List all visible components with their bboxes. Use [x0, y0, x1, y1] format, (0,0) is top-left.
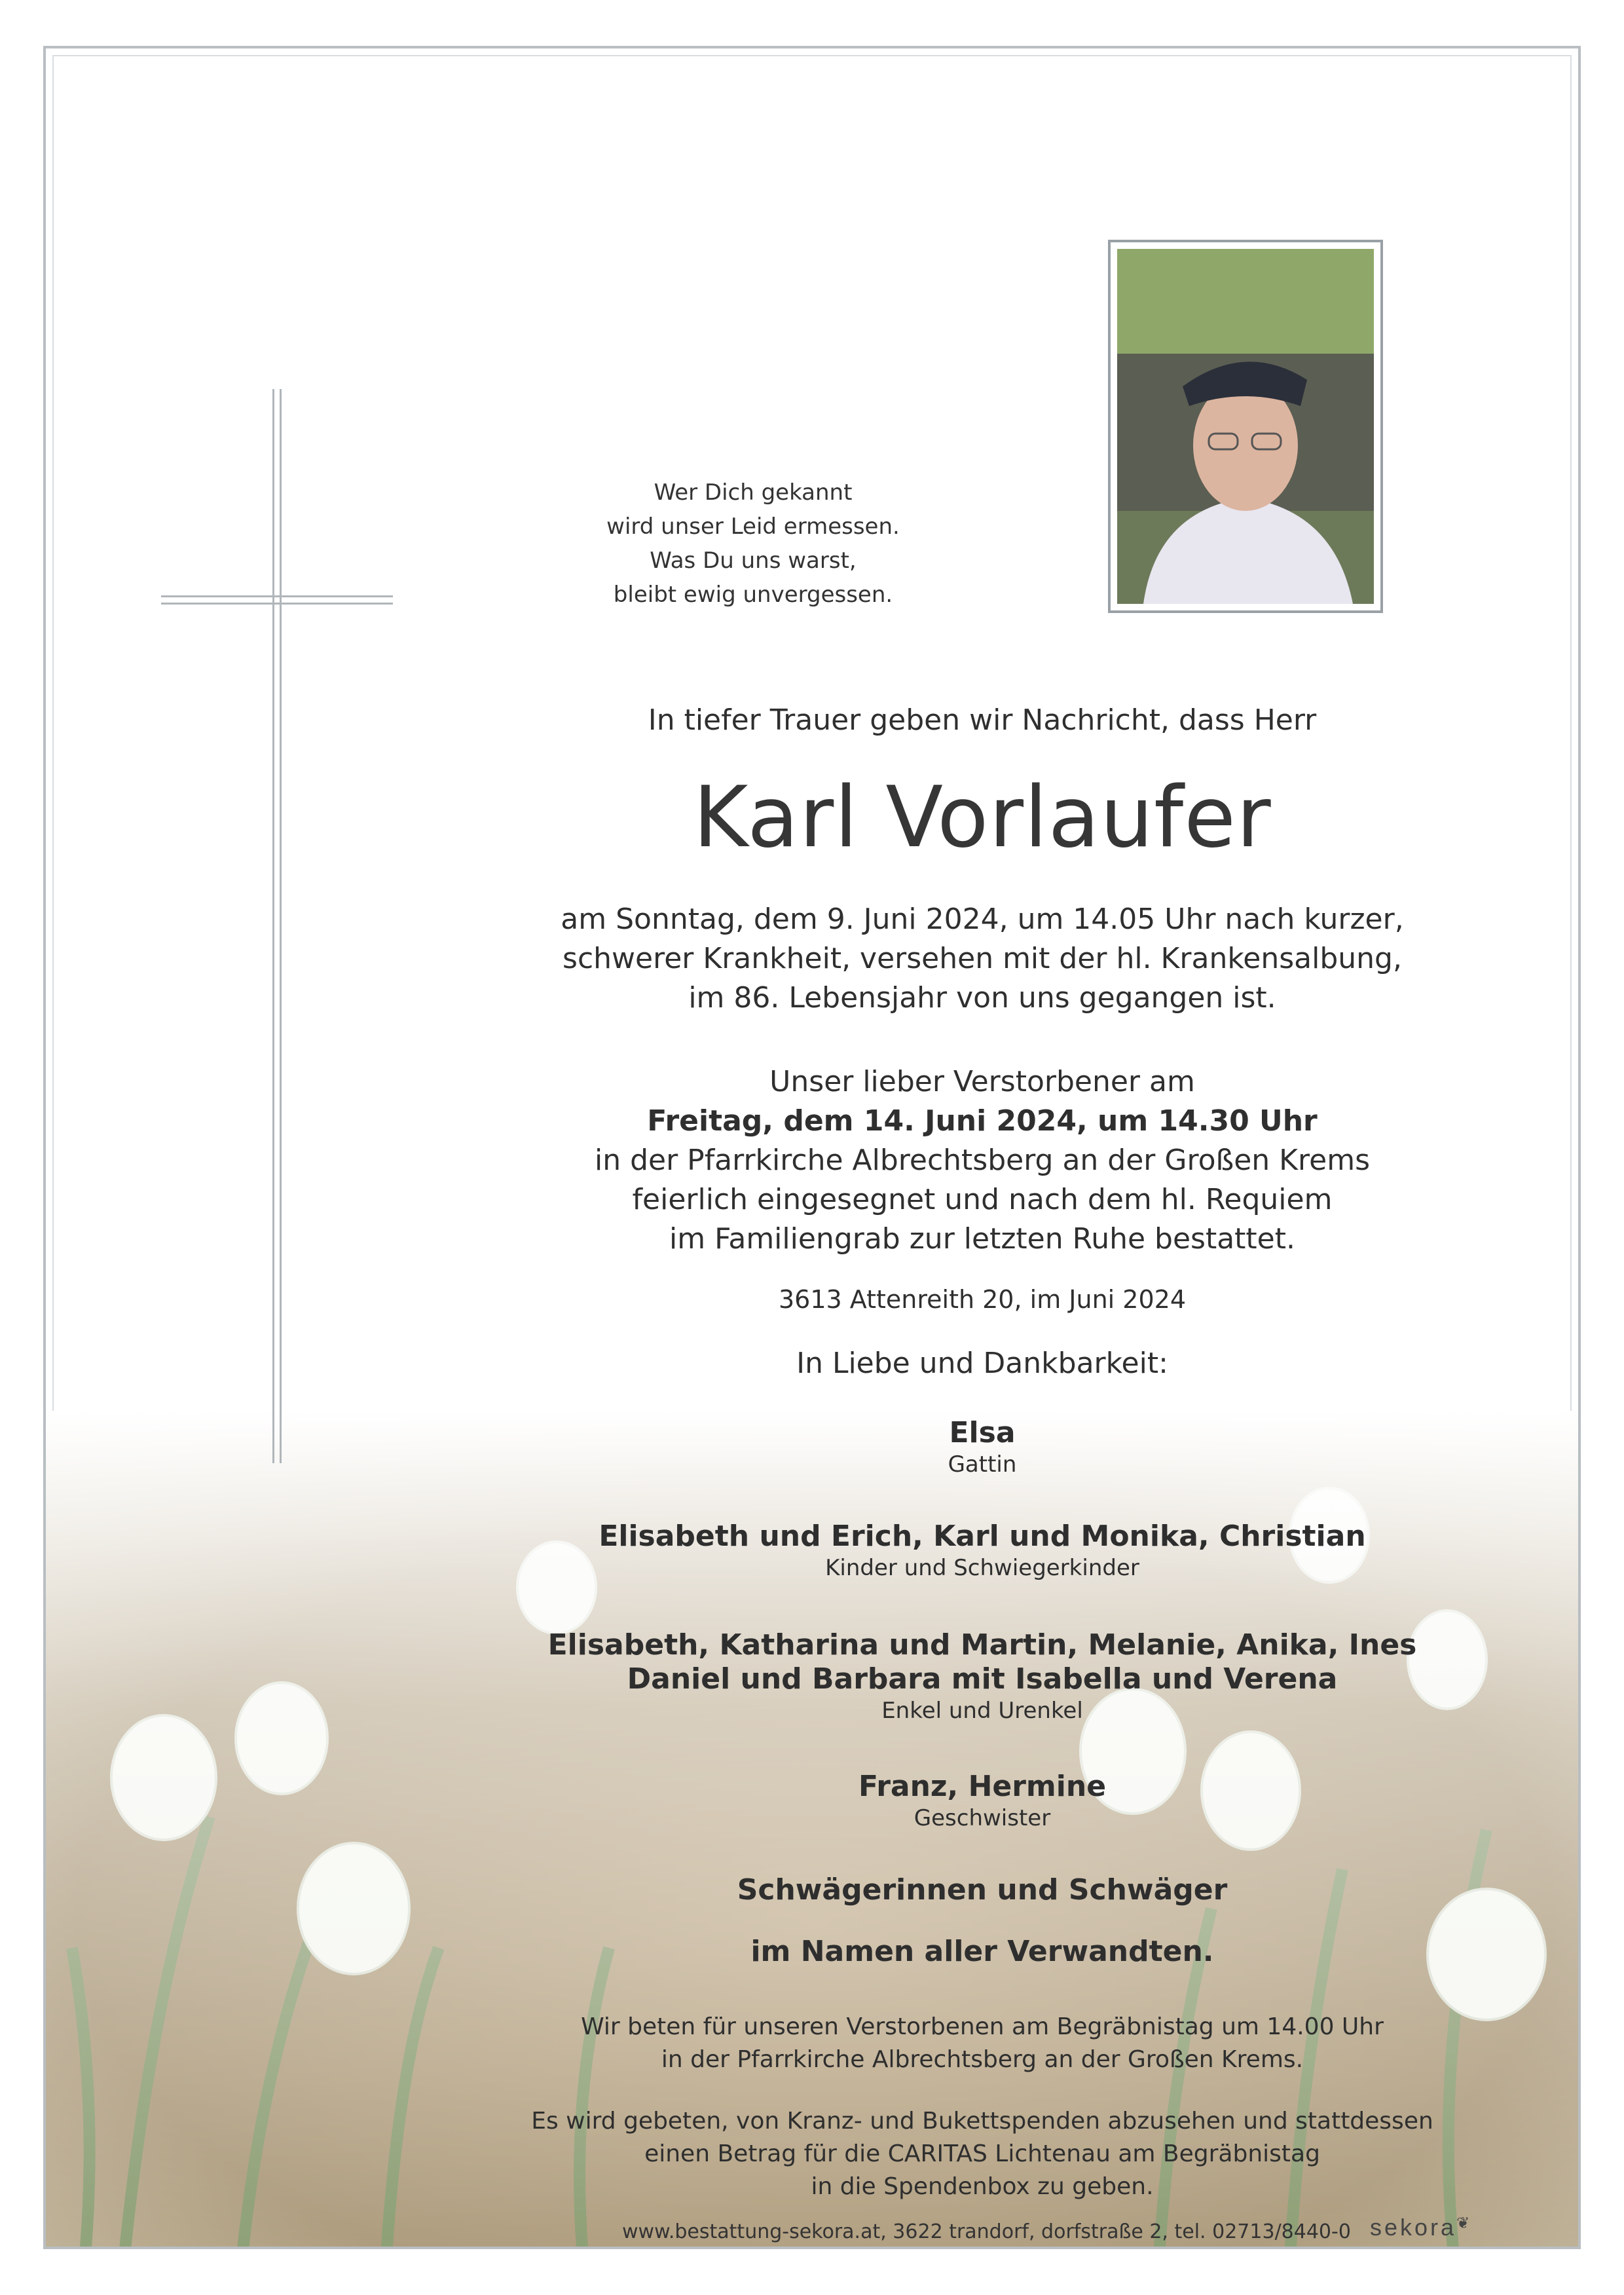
death-details	[439, 900, 1526, 1018]
prayer-note	[413, 2011, 1552, 2076]
funeral-line: in der Pfarrkirche Albrechtsberg an der Großen Krems	[594, 1144, 1370, 1177]
family-names: Franz, Hermine	[858, 1770, 1107, 1803]
note-line: in der Pfarrkirche Albrechtsberg an der Großen Krems.	[661, 2046, 1304, 2073]
place-date: 3613 Attenreith 20, im Juni 2024	[778, 1285, 1187, 1314]
cross-icon-vertical	[272, 389, 282, 1463]
family-names: Elsa	[949, 1416, 1016, 1449]
brand-name: sekora	[1370, 2214, 1457, 2241]
note-line: Wir beten für unseren Verstorbenen am Begräbnistag um 14.00 Uhr	[581, 2013, 1384, 2040]
verse-line: Wer Dich gekannt	[654, 479, 853, 506]
family-relation: Kinder und Schwiegerkinder	[825, 1555, 1139, 1581]
family-group	[439, 1628, 1526, 1725]
verse-line: Was Du uns warst,	[650, 548, 857, 574]
donation-note	[413, 2105, 1552, 2203]
obituary-card	[43, 46, 1581, 2249]
memorial-verse	[570, 476, 936, 612]
leaf-icon: ❦	[1456, 2214, 1473, 2232]
family-group	[439, 1935, 1526, 1969]
verse-line: bleibt ewig unvergessen.	[613, 582, 893, 608]
brand-logo	[1370, 2214, 1472, 2241]
family-relation: Enkel und Urenkel	[881, 1698, 1083, 1724]
cross-icon-horizontal	[161, 595, 393, 605]
family-group	[439, 1770, 1526, 1833]
note-line: in die Spendenbox zu geben.	[811, 2173, 1154, 2200]
family-relation: Gattin	[948, 1451, 1017, 1478]
family-names: im Namen aller Verwandten.	[750, 1935, 1214, 1968]
note-line: Es wird gebeten, von Kranz- und Bukettspenden abzusehen und stattdessen	[531, 2108, 1433, 2135]
family-relation: Geschwister	[913, 1805, 1051, 1831]
death-line: am Sonntag, dem 9. Juni 2024, um 14.05 Uhr nach kurzer,	[561, 903, 1404, 936]
family-group	[439, 1873, 1526, 1907]
announcement-intro: In tiefer Trauer geben wir Nachricht, dass Herr	[648, 703, 1317, 737]
family-names: Elisabeth, Katharina und Martin, Melanie, Anika, Ines	[547, 1628, 1417, 1662]
funeral-details	[439, 1062, 1526, 1259]
thanks-line: In Liebe und Dankbarkeit:	[796, 1347, 1168, 1380]
portrait-image	[1117, 249, 1374, 604]
deceased-name: Karl Vorlaufer	[693, 769, 1272, 867]
death-line: schwerer Krankheit, versehen mit der hl. Krankensalbung,	[563, 942, 1402, 975]
funeral-line: Unser lieber Verstorbener am	[769, 1065, 1195, 1098]
funeral-line: im Familiengrab zur letzten Ruhe bestattet.	[669, 1222, 1295, 1256]
family-group	[439, 1520, 1526, 1582]
family-names: Elisabeth und Erich, Karl und Monika, Christian	[599, 1520, 1366, 1553]
death-line: im 86. Lebensjahr von uns gegangen ist.	[688, 981, 1276, 1015]
family-names: Daniel und Barbara mit Isabella und Verena	[627, 1662, 1338, 1696]
funeral-line: feierlich eingesegnet und nach dem hl. Requiem	[632, 1183, 1333, 1216]
funeral-date: Freitag, dem 14. Juni 2024, um 14.30 Uhr	[647, 1104, 1318, 1138]
footer-contact: www.bestattung-sekora.at, 3622 trandorf, dorfstraße 2, tel. 02713/8440-0	[622, 2220, 1351, 2243]
family-names: Schwägerinnen und Schwäger	[737, 1873, 1228, 1907]
portrait-photo	[1108, 240, 1383, 613]
family-group	[439, 1416, 1526, 1479]
note-line: einen Betrag für die CARITAS Lichtenau am Begräbnistag	[644, 2140, 1320, 2167]
verse-line: wird unser Leid ermessen.	[606, 513, 900, 540]
